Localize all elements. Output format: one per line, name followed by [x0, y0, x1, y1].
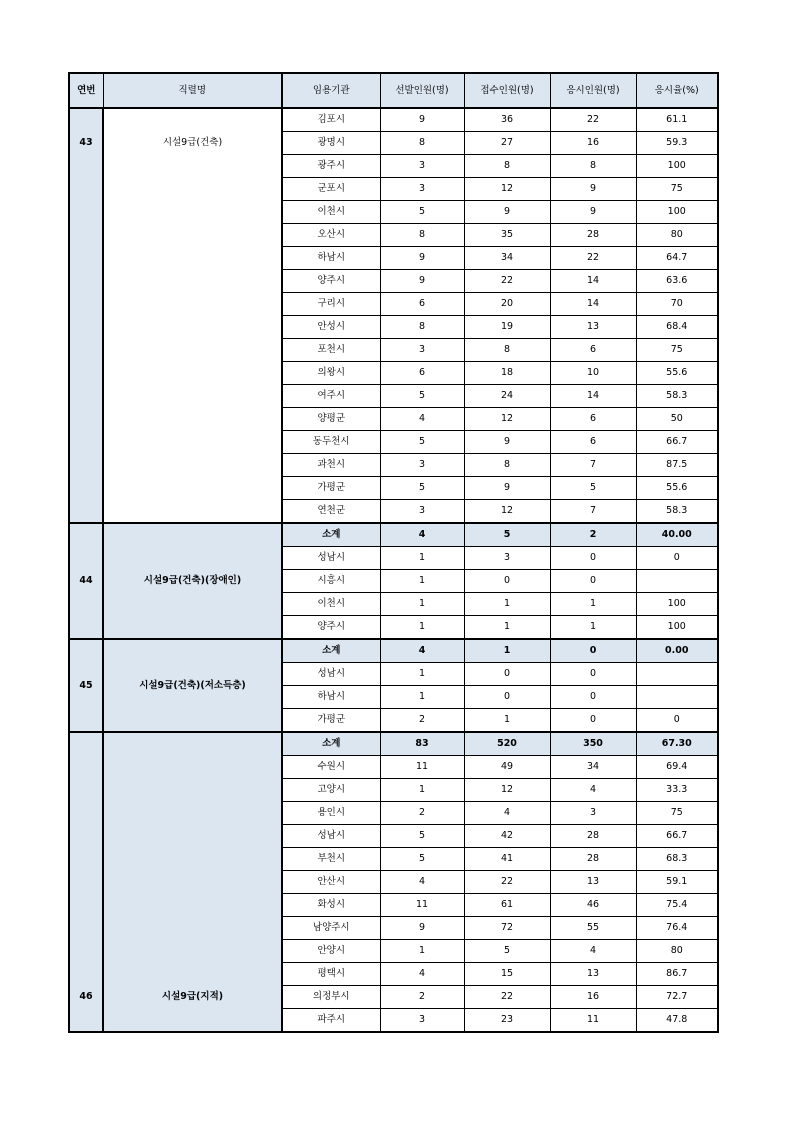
cell-rate: 55.6: [636, 477, 718, 500]
cell-selected: 3: [380, 339, 464, 362]
cell-selected: 9: [380, 917, 464, 940]
cell-attended: 9: [550, 178, 636, 201]
row-number: 43: [69, 108, 103, 523]
cell-rate: 76.4: [636, 917, 718, 940]
cell-selected: 1: [380, 686, 464, 709]
cell-institution: 포천시: [282, 339, 380, 362]
cell-selected: 4: [380, 523, 464, 547]
cell-institution: 안성시: [282, 316, 380, 339]
cell-institution: 용인시: [282, 802, 380, 825]
cell-applied: 23: [464, 1009, 550, 1033]
cell-attended: 10: [550, 362, 636, 385]
series-name: 시설9급(건축)(장애인): [103, 523, 282, 639]
cell-applied: 0: [464, 663, 550, 686]
cell-rate: 59.3: [636, 132, 718, 155]
cell-applied: 34: [464, 247, 550, 270]
cell-rate: [636, 686, 718, 709]
cell-selected: 5: [380, 825, 464, 848]
cell-attended: 0: [550, 639, 636, 663]
cell-institution: 이천시: [282, 593, 380, 616]
cell-applied: 8: [464, 339, 550, 362]
cell-attended: 16: [550, 132, 636, 155]
cell-institution: 광명시: [282, 132, 380, 155]
cell-selected: 5: [380, 385, 464, 408]
cell-rate: 0: [636, 709, 718, 733]
header-institution: 임용기관: [282, 73, 380, 108]
cell-rate: 80: [636, 224, 718, 247]
cell-attended: 0: [550, 709, 636, 733]
cell-rate: 33.3: [636, 779, 718, 802]
cell-attended: 14: [550, 385, 636, 408]
cell-attended: 6: [550, 431, 636, 454]
cell-attended: 7: [550, 500, 636, 524]
cell-attended: 5: [550, 477, 636, 500]
cell-rate: 75: [636, 339, 718, 362]
cell-selected: 1: [380, 547, 464, 570]
cell-rate: 100: [636, 201, 718, 224]
cell-rate: 100: [636, 616, 718, 640]
cell-attended: 13: [550, 871, 636, 894]
series-name: 시설9급(건축): [103, 108, 282, 523]
cell-applied: 3: [464, 547, 550, 570]
cell-applied: 1: [464, 593, 550, 616]
cell-selected: 2: [380, 709, 464, 733]
cell-applied: 9: [464, 477, 550, 500]
cell-rate: 40.00: [636, 523, 718, 547]
cell-attended: 28: [550, 848, 636, 871]
cell-institution: 연천군: [282, 500, 380, 524]
cell-rate: 0.00: [636, 639, 718, 663]
cell-attended: 1: [550, 593, 636, 616]
row-number: 45: [69, 639, 103, 732]
cell-applied: 24: [464, 385, 550, 408]
cell-selected: 6: [380, 362, 464, 385]
cell-institution: 여주시: [282, 385, 380, 408]
cell-rate: 50: [636, 408, 718, 431]
cell-rate: 67.30: [636, 732, 718, 756]
cell-applied: 520: [464, 732, 550, 756]
cell-institution: 가평군: [282, 709, 380, 733]
cell-selected: 3: [380, 500, 464, 524]
cell-rate: 63.6: [636, 270, 718, 293]
cell-attended: 6: [550, 339, 636, 362]
cell-institution: 양주시: [282, 616, 380, 640]
cell-institution: 양평군: [282, 408, 380, 431]
cell-applied: 19: [464, 316, 550, 339]
cell-rate: [636, 570, 718, 593]
cell-selected: 3: [380, 155, 464, 178]
cell-institution: 양주시: [282, 270, 380, 293]
cell-rate: 59.1: [636, 871, 718, 894]
cell-applied: 12: [464, 178, 550, 201]
cell-rate: 58.3: [636, 500, 718, 524]
cell-attended: 28: [550, 825, 636, 848]
cell-selected: 4: [380, 963, 464, 986]
cell-selected: 3: [380, 178, 464, 201]
cell-selected: 8: [380, 132, 464, 155]
cell-applied: 12: [464, 779, 550, 802]
cell-attended: 34: [550, 756, 636, 779]
cell-selected: 5: [380, 431, 464, 454]
cell-attended: 350: [550, 732, 636, 756]
cell-applied: 36: [464, 108, 550, 132]
subtotal-row: [69, 639, 718, 663]
cell-applied: 61: [464, 894, 550, 917]
cell-attended: 14: [550, 270, 636, 293]
cell-rate: 61.1: [636, 108, 718, 132]
cell-selected: 9: [380, 270, 464, 293]
cell-attended: 8: [550, 155, 636, 178]
cell-selected: 5: [380, 201, 464, 224]
cell-rate: 47.8: [636, 1009, 718, 1033]
header-applied: 접수인원(명): [464, 73, 550, 108]
cell-applied: 41: [464, 848, 550, 871]
cell-institution: 소계: [282, 732, 380, 756]
cell-applied: 27: [464, 132, 550, 155]
cell-institution: 오산시: [282, 224, 380, 247]
cell-institution: 하남시: [282, 686, 380, 709]
cell-attended: 0: [550, 686, 636, 709]
cell-applied: 20: [464, 293, 550, 316]
cell-selected: 1: [380, 779, 464, 802]
cell-attended: 46: [550, 894, 636, 917]
cell-institution: 성남시: [282, 825, 380, 848]
cell-institution: 과천시: [282, 454, 380, 477]
cell-rate: 75: [636, 178, 718, 201]
cell-selected: 9: [380, 247, 464, 270]
cell-selected: 3: [380, 454, 464, 477]
subtotal-row: [69, 523, 718, 547]
series-name: 시설9급(건축)(저소득층): [103, 639, 282, 732]
cell-rate: 55.6: [636, 362, 718, 385]
cell-institution: 광주시: [282, 155, 380, 178]
cell-applied: 22: [464, 986, 550, 1009]
cell-applied: 12: [464, 500, 550, 524]
cell-attended: 2: [550, 523, 636, 547]
cell-applied: 22: [464, 270, 550, 293]
cell-institution: 성남시: [282, 663, 380, 686]
cell-attended: 1: [550, 616, 636, 640]
cell-institution: 화성시: [282, 894, 380, 917]
cell-rate: 100: [636, 155, 718, 178]
subtotal-row: [69, 732, 718, 756]
cell-attended: 55: [550, 917, 636, 940]
cell-institution: 평택시: [282, 963, 380, 986]
cell-rate: 68.3: [636, 848, 718, 871]
cell-applied: 12: [464, 408, 550, 431]
cell-rate: 69.4: [636, 756, 718, 779]
cell-rate: 64.7: [636, 247, 718, 270]
cell-institution: 수원시: [282, 756, 380, 779]
cell-institution: 김포시: [282, 108, 380, 132]
cell-applied: 49: [464, 756, 550, 779]
header-rate: 응시율(%): [636, 73, 718, 108]
cell-selected: 1: [380, 593, 464, 616]
cell-institution: 동두천시: [282, 431, 380, 454]
cell-applied: 8: [464, 155, 550, 178]
cell-rate: 75: [636, 802, 718, 825]
cell-selected: 3: [380, 1009, 464, 1033]
cell-applied: 9: [464, 201, 550, 224]
cell-institution: 파주시: [282, 1009, 380, 1033]
cell-institution: 의정부시: [282, 986, 380, 1009]
row-number: 44: [69, 523, 103, 639]
cell-selected: 4: [380, 639, 464, 663]
header-row: [69, 73, 718, 108]
cell-applied: 4: [464, 802, 550, 825]
cell-applied: 18: [464, 362, 550, 385]
cell-applied: 72: [464, 917, 550, 940]
cell-applied: 5: [464, 940, 550, 963]
series-name: 시설9급(지적): [103, 732, 282, 1032]
cell-institution: 가평군: [282, 477, 380, 500]
cell-selected: 83: [380, 732, 464, 756]
cell-attended: 9: [550, 201, 636, 224]
cell-selected: 1: [380, 663, 464, 686]
cell-rate: 87.5: [636, 454, 718, 477]
header-series: 직렬명: [103, 73, 282, 108]
cell-rate: 75.4: [636, 894, 718, 917]
cell-applied: 22: [464, 871, 550, 894]
cell-institution: 하남시: [282, 247, 380, 270]
cell-attended: 0: [550, 663, 636, 686]
cell-applied: 9: [464, 431, 550, 454]
cell-rate: 72.7: [636, 986, 718, 1009]
row-number: 46: [69, 732, 103, 1032]
cell-attended: 0: [550, 547, 636, 570]
cell-attended: 6: [550, 408, 636, 431]
cell-applied: 0: [464, 686, 550, 709]
cell-institution: 소계: [282, 523, 380, 547]
cell-institution: 구리시: [282, 293, 380, 316]
cell-selected: 1: [380, 616, 464, 640]
cell-applied: 1: [464, 616, 550, 640]
cell-applied: 15: [464, 963, 550, 986]
cell-institution: 남양주시: [282, 917, 380, 940]
cell-attended: 11: [550, 1009, 636, 1033]
cell-selected: 8: [380, 316, 464, 339]
cell-rate: 66.7: [636, 825, 718, 848]
cell-applied: 1: [464, 639, 550, 663]
cell-applied: 35: [464, 224, 550, 247]
cell-selected: 6: [380, 293, 464, 316]
cell-selected: 11: [380, 756, 464, 779]
cell-institution: 시흥시: [282, 570, 380, 593]
cell-institution: 고양시: [282, 779, 380, 802]
cell-selected: 4: [380, 871, 464, 894]
cell-attended: 13: [550, 316, 636, 339]
cell-selected: 9: [380, 108, 464, 132]
cell-attended: 3: [550, 802, 636, 825]
cell-attended: 22: [550, 108, 636, 132]
cell-rate: 100: [636, 593, 718, 616]
cell-attended: 28: [550, 224, 636, 247]
cell-selected: 5: [380, 477, 464, 500]
header-no: 연번: [69, 73, 103, 108]
cell-institution: 안산시: [282, 871, 380, 894]
cell-institution: 이천시: [282, 201, 380, 224]
cell-rate: 66.7: [636, 431, 718, 454]
cell-selected: 5: [380, 848, 464, 871]
cell-applied: 5: [464, 523, 550, 547]
cell-institution: 성남시: [282, 547, 380, 570]
cell-selected: 1: [380, 570, 464, 593]
cell-institution: 의왕시: [282, 362, 380, 385]
cell-rate: 58.3: [636, 385, 718, 408]
cell-rate: [636, 663, 718, 686]
cell-rate: 80: [636, 940, 718, 963]
cell-institution: 부천시: [282, 848, 380, 871]
cell-institution: 군포시: [282, 178, 380, 201]
cell-attended: 13: [550, 963, 636, 986]
cell-applied: 1: [464, 709, 550, 733]
cell-attended: 4: [550, 940, 636, 963]
cell-selected: 11: [380, 894, 464, 917]
cell-attended: 14: [550, 293, 636, 316]
recruitment-table: [68, 72, 719, 1033]
cell-attended: 0: [550, 570, 636, 593]
cell-applied: 8: [464, 454, 550, 477]
cell-attended: 16: [550, 986, 636, 1009]
cell-selected: 4: [380, 408, 464, 431]
cell-institution: 소계: [282, 639, 380, 663]
cell-selected: 2: [380, 802, 464, 825]
cell-selected: 1: [380, 940, 464, 963]
cell-institution: 안양시: [282, 940, 380, 963]
cell-selected: 8: [380, 224, 464, 247]
cell-applied: 42: [464, 825, 550, 848]
cell-attended: 7: [550, 454, 636, 477]
header-attended: 응시인원(명): [550, 73, 636, 108]
cell-rate: 68.4: [636, 316, 718, 339]
cell-attended: 22: [550, 247, 636, 270]
table-row: [69, 108, 718, 132]
cell-rate: 0: [636, 547, 718, 570]
cell-rate: 86.7: [636, 963, 718, 986]
header-selected: 선발인원(명): [380, 73, 464, 108]
cell-attended: 4: [550, 779, 636, 802]
cell-selected: 2: [380, 986, 464, 1009]
cell-rate: 70: [636, 293, 718, 316]
cell-applied: 0: [464, 570, 550, 593]
